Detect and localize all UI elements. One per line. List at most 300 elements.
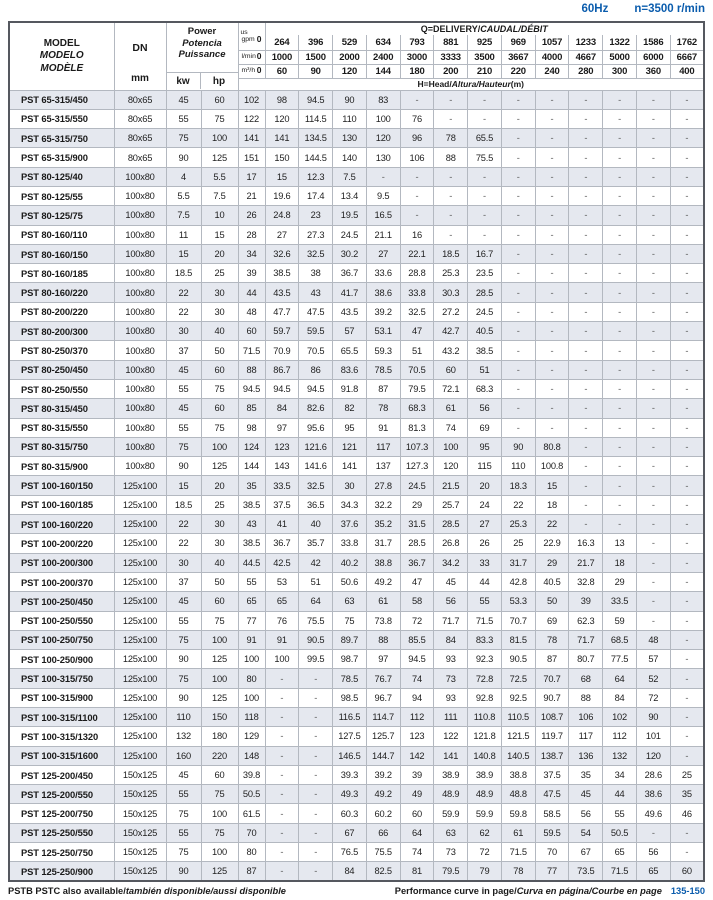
head-value-cell: 48.9 bbox=[468, 785, 502, 804]
head-value-cell: 7.5 bbox=[333, 167, 367, 186]
model-cell: PST 80-315/900 bbox=[9, 457, 114, 476]
head-value-cell: 94.5 bbox=[299, 379, 333, 398]
dn-cell: 100x80 bbox=[114, 379, 166, 398]
head-value-cell: 68.5 bbox=[603, 630, 637, 649]
head-value-cell: 75.5 bbox=[299, 611, 333, 630]
power-header-fr: Puissance bbox=[178, 49, 226, 61]
hp-cell: 60 bbox=[201, 360, 238, 379]
lmin-unit-label: l/min bbox=[241, 53, 256, 61]
head-value-cell: 51 bbox=[468, 360, 502, 379]
head-value-cell: 95 bbox=[333, 418, 367, 437]
head-value-cell: 70.7 bbox=[535, 669, 569, 688]
head-value-cell: - bbox=[569, 495, 603, 514]
head-value-cell: - bbox=[501, 302, 535, 321]
dn-cell: 125x100 bbox=[114, 650, 166, 669]
head-value-cell: - bbox=[299, 823, 333, 842]
model-cell: PST 80-200/220 bbox=[9, 302, 114, 321]
head-value-cell: 38.6 bbox=[636, 785, 670, 804]
head-value-cell: 50.6 bbox=[333, 572, 367, 591]
head-value-cell: 59.5 bbox=[299, 322, 333, 341]
head-value-cell: 24.8 bbox=[265, 206, 299, 225]
usgpm-value-cell: 793 bbox=[400, 35, 434, 50]
dn-cell: 150x125 bbox=[114, 804, 166, 823]
hp-cell: 125 bbox=[201, 862, 238, 881]
model-cell: PST 100-160/220 bbox=[9, 515, 114, 534]
head-value-cell: - bbox=[299, 765, 333, 784]
lmin-value-cell: 6667 bbox=[670, 50, 704, 64]
head-value-cell: - bbox=[569, 148, 603, 167]
head-value-cell: - bbox=[670, 90, 704, 109]
head-value-cell: - bbox=[535, 129, 569, 148]
head-value-cell: 65 bbox=[238, 592, 265, 611]
head-value-cell: 39 bbox=[400, 765, 434, 784]
head-value-cell: 72.1 bbox=[434, 379, 468, 398]
kw-cell: 55 bbox=[166, 418, 201, 437]
usgpm-value-cell: 1586 bbox=[636, 35, 670, 50]
hp-cell: 15 bbox=[201, 225, 238, 244]
m3h-value-cell: 280 bbox=[569, 64, 603, 78]
head-value-cell: 141 bbox=[238, 129, 265, 148]
kw-cell: 5.5 bbox=[166, 186, 201, 205]
kw-cell: 7.5 bbox=[166, 206, 201, 225]
head-value-cell: 27 bbox=[265, 225, 299, 244]
head-value-cell: 87 bbox=[238, 862, 265, 881]
head-value-cell: 90.5 bbox=[501, 650, 535, 669]
head-value-cell: - bbox=[670, 302, 704, 321]
head-value-cell: 130 bbox=[333, 129, 367, 148]
usgpm-value-cell: 529 bbox=[333, 35, 367, 50]
head-value-cell: - bbox=[569, 244, 603, 263]
head-value-cell: - bbox=[670, 457, 704, 476]
head-value-cell: - bbox=[468, 167, 502, 186]
head-value-cell: - bbox=[535, 322, 569, 341]
head-value-cell: 38.6 bbox=[366, 283, 400, 302]
head-value-cell: 58.5 bbox=[535, 804, 569, 823]
head-value-cell: - bbox=[636, 206, 670, 225]
head-value-cell: 34 bbox=[238, 244, 265, 263]
usgpm-value-cell: 1057 bbox=[535, 35, 569, 50]
head-value-cell: 78 bbox=[501, 862, 535, 881]
head-value-cell: 93 bbox=[434, 688, 468, 707]
table-row bbox=[9, 341, 704, 360]
dn-cell: 80x65 bbox=[114, 148, 166, 167]
model-cell: PST 125-200/550 bbox=[9, 785, 114, 804]
head-value-cell: 29 bbox=[535, 553, 569, 572]
head-value-cell: - bbox=[468, 109, 502, 128]
head-value-cell: 78 bbox=[434, 129, 468, 148]
head-value-cell: 98.7 bbox=[333, 650, 367, 669]
head-value-cell: 40.5 bbox=[468, 322, 502, 341]
m3h-value-cell: 400 bbox=[670, 64, 704, 78]
head-value-cell: 94 bbox=[400, 688, 434, 707]
head-value-cell: 21 bbox=[238, 186, 265, 205]
head-value-cell: 35.7 bbox=[299, 534, 333, 553]
head-value-cell: 59.7 bbox=[265, 322, 299, 341]
head-value-cell: 12.3 bbox=[299, 167, 333, 186]
head-value-cell: 100 bbox=[238, 650, 265, 669]
head-value-cell: 78.5 bbox=[333, 669, 367, 688]
head-value-cell: 36.7 bbox=[400, 553, 434, 572]
head-value-cell: 42 bbox=[299, 553, 333, 572]
head-value-cell: - bbox=[636, 457, 670, 476]
head-value-cell: 69 bbox=[468, 418, 502, 437]
head-value-cell: 55 bbox=[603, 804, 637, 823]
head-value-cell: 32.5 bbox=[299, 244, 333, 263]
head-value-cell: 87 bbox=[535, 650, 569, 669]
head-value-cell: - bbox=[501, 167, 535, 186]
head-value-cell: 33.5 bbox=[265, 476, 299, 495]
head-value-cell: 141 bbox=[265, 129, 299, 148]
head-value-cell: 77 bbox=[238, 611, 265, 630]
hp-cell: 40 bbox=[201, 553, 238, 572]
head-value-cell: 100 bbox=[366, 109, 400, 128]
head-value-cell: - bbox=[400, 206, 434, 225]
head-value-cell: - bbox=[636, 823, 670, 842]
kw-cell: 110 bbox=[166, 708, 201, 727]
head-value-cell: 120 bbox=[434, 457, 468, 476]
head-value-cell: 134.5 bbox=[299, 129, 333, 148]
head-value-cell: 117 bbox=[366, 437, 400, 456]
head-value-cell: 68.3 bbox=[468, 379, 502, 398]
head-value-cell: - bbox=[670, 572, 704, 591]
head-value-cell: 65.5 bbox=[333, 341, 367, 360]
head-value-cell: 92.5 bbox=[501, 688, 535, 707]
head-value-cell: - bbox=[535, 399, 569, 418]
kw-cell: 15 bbox=[166, 244, 201, 263]
head-value-cell: 111 bbox=[434, 708, 468, 727]
head-value-cell: 99.5 bbox=[299, 650, 333, 669]
head-value-cell: 49 bbox=[400, 785, 434, 804]
head-value-cell: 90.5 bbox=[299, 630, 333, 649]
head-value-cell: - bbox=[569, 167, 603, 186]
dn-cell: 125x100 bbox=[114, 611, 166, 630]
head-value-cell: 53 bbox=[265, 572, 299, 591]
head-value-cell: 71.5 bbox=[603, 862, 637, 881]
usgpm-unit-line1: us bbox=[240, 28, 248, 36]
head-value-cell: - bbox=[670, 341, 704, 360]
q-label-en: Q=DELIVERY/ bbox=[420, 24, 481, 34]
head-value-cell: 130 bbox=[366, 148, 400, 167]
model-cell: PST 80-250/550 bbox=[9, 379, 114, 398]
head-value-cell: 91 bbox=[366, 418, 400, 437]
model-cell: PST 65-315/550 bbox=[9, 109, 114, 128]
head-value-cell: - bbox=[501, 341, 535, 360]
head-value-cell: 81.3 bbox=[400, 418, 434, 437]
lmin-zero: 0 bbox=[256, 51, 262, 62]
head-value-cell: - bbox=[603, 109, 637, 128]
lmin-value-cell: 3000 bbox=[400, 50, 434, 64]
head-value-cell: 43.2 bbox=[434, 341, 468, 360]
dn-unit-label: mm bbox=[131, 73, 149, 85]
lmin-unit-cell bbox=[238, 50, 265, 64]
head-value-cell: 51 bbox=[400, 341, 434, 360]
head-value-cell: 15 bbox=[535, 476, 569, 495]
head-value-cell: 30.3 bbox=[434, 283, 468, 302]
head-value-cell: - bbox=[636, 611, 670, 630]
head-value-cell: - bbox=[569, 322, 603, 341]
head-value-cell: 85.5 bbox=[400, 630, 434, 649]
head-value-cell: 144.7 bbox=[366, 746, 400, 765]
head-value-cell: 97 bbox=[366, 650, 400, 669]
head-value-cell: 28.5 bbox=[434, 515, 468, 534]
head-value-cell: 132 bbox=[603, 746, 637, 765]
head-value-cell: 86 bbox=[299, 360, 333, 379]
dn-cell: 125x100 bbox=[114, 495, 166, 514]
head-value-cell: 74 bbox=[400, 669, 434, 688]
head-value-cell: 65.5 bbox=[468, 129, 502, 148]
head-value-cell: 92.3 bbox=[468, 650, 502, 669]
head-value-cell: 30 bbox=[333, 476, 367, 495]
head-value-cell: 38.5 bbox=[265, 264, 299, 283]
head-value-cell: 39 bbox=[238, 264, 265, 283]
head-value-cell: - bbox=[670, 843, 704, 862]
head-value-cell: 36.7 bbox=[265, 534, 299, 553]
head-value-cell: - bbox=[501, 109, 535, 128]
head-value-cell: 61 bbox=[434, 399, 468, 418]
m3h-value-cell: 120 bbox=[333, 64, 367, 78]
head-value-cell: 23.5 bbox=[468, 264, 502, 283]
head-value-cell: - bbox=[636, 360, 670, 379]
head-value-cell: 60 bbox=[670, 862, 704, 881]
head-value-cell: 71.5 bbox=[501, 843, 535, 862]
head-value-cell: - bbox=[299, 688, 333, 707]
model-cell: PST 100-250/550 bbox=[9, 611, 114, 630]
head-value-cell: 22 bbox=[501, 495, 535, 514]
hp-cell: 60 bbox=[201, 90, 238, 109]
dn-cell: 100x80 bbox=[114, 341, 166, 360]
head-value-cell: 84 bbox=[333, 862, 367, 881]
model-cell: PST 100-160/150 bbox=[9, 476, 114, 495]
head-value-cell: - bbox=[603, 495, 637, 514]
head-value-cell: 80 bbox=[238, 669, 265, 688]
dn-label: DN bbox=[132, 42, 148, 55]
hp-cell: 75 bbox=[201, 418, 238, 437]
table-row bbox=[9, 611, 704, 630]
head-value-cell: - bbox=[670, 129, 704, 148]
head-value-cell: 124 bbox=[238, 437, 265, 456]
table-row bbox=[9, 379, 704, 398]
kw-cell: 75 bbox=[166, 437, 201, 456]
head-value-cell: - bbox=[299, 727, 333, 746]
head-value-cell: 110 bbox=[333, 109, 367, 128]
head-value-cell: 80.8 bbox=[535, 437, 569, 456]
head-value-cell: 56 bbox=[636, 843, 670, 862]
table-row bbox=[9, 457, 704, 476]
head-value-cell: - bbox=[603, 206, 637, 225]
availability-note bbox=[8, 886, 286, 896]
head-value-cell: 112 bbox=[400, 708, 434, 727]
head-value-cell: 27 bbox=[468, 515, 502, 534]
head-value-cell: 64 bbox=[603, 669, 637, 688]
head-value-cell: 122 bbox=[238, 109, 265, 128]
table-row bbox=[9, 244, 704, 263]
head-value-cell: 55 bbox=[468, 592, 502, 611]
head-value-cell: - bbox=[265, 669, 299, 688]
head-value-cell: 53.3 bbox=[501, 592, 535, 611]
head-value-cell: 77.5 bbox=[603, 650, 637, 669]
head-value-cell: 142 bbox=[400, 746, 434, 765]
head-value-cell: 79.5 bbox=[434, 862, 468, 881]
head-value-cell: - bbox=[670, 688, 704, 707]
head-value-cell: 35.2 bbox=[366, 515, 400, 534]
head-value-cell: - bbox=[468, 90, 502, 109]
head-value-cell: 32.8 bbox=[569, 572, 603, 591]
head-value-cell: 13 bbox=[603, 534, 637, 553]
dn-cell: 125x100 bbox=[114, 534, 166, 553]
head-value-cell: 68.3 bbox=[400, 399, 434, 418]
head-value-cell: 92.8 bbox=[468, 688, 502, 707]
table-row bbox=[9, 264, 704, 283]
model-cell: PST 80-160/150 bbox=[9, 244, 114, 263]
head-value-cell: 38.5 bbox=[238, 495, 265, 514]
head-value-cell: 76 bbox=[265, 611, 299, 630]
head-value-cell: 23 bbox=[299, 206, 333, 225]
head-value-cell: 28.6 bbox=[636, 765, 670, 784]
head-value-cell: 72 bbox=[400, 611, 434, 630]
head-value-cell: - bbox=[366, 167, 400, 186]
head-value-cell: 54 bbox=[569, 823, 603, 842]
head-value-cell: 83 bbox=[366, 90, 400, 109]
head-value-cell: 18.5 bbox=[434, 244, 468, 263]
table-row bbox=[9, 495, 704, 514]
head-value-cell: 140.8 bbox=[468, 746, 502, 765]
table-row bbox=[9, 186, 704, 205]
speed-label: n=3500 r/min bbox=[634, 3, 705, 15]
head-value-cell: 43 bbox=[299, 283, 333, 302]
hp-cell: 40 bbox=[201, 322, 238, 341]
head-value-cell: 70.5 bbox=[400, 360, 434, 379]
head-value-cell: - bbox=[603, 167, 637, 186]
hp-cell: 25 bbox=[201, 264, 238, 283]
head-value-cell: 42.5 bbox=[265, 553, 299, 572]
head-value-cell: 70 bbox=[535, 843, 569, 862]
head-value-cell: 50.5 bbox=[238, 785, 265, 804]
head-value-cell: - bbox=[501, 379, 535, 398]
kw-cell: 90 bbox=[166, 862, 201, 881]
head-value-cell: 22.1 bbox=[400, 244, 434, 263]
kw-cell: 22 bbox=[166, 515, 201, 534]
head-value-cell: 42.8 bbox=[501, 572, 535, 591]
hp-cell: 75 bbox=[201, 823, 238, 842]
head-value-cell: - bbox=[535, 360, 569, 379]
kw-cell: 18.5 bbox=[166, 495, 201, 514]
head-value-cell: 100.8 bbox=[535, 457, 569, 476]
model-cell: PST 100-315/1100 bbox=[9, 708, 114, 727]
head-value-cell: 29 bbox=[603, 572, 637, 591]
curve-ref-en: Performance curve in page/ bbox=[394, 886, 517, 897]
head-value-cell: 88 bbox=[366, 630, 400, 649]
model-cell: PST 80-160/185 bbox=[9, 264, 114, 283]
head-value-cell: 72.8 bbox=[468, 669, 502, 688]
head-value-cell: - bbox=[636, 495, 670, 514]
head-value-cell: - bbox=[501, 225, 535, 244]
m3h-value-cell: 300 bbox=[603, 64, 637, 78]
head-value-cell: 28 bbox=[238, 225, 265, 244]
head-value-cell: 49.6 bbox=[636, 804, 670, 823]
usgpm-value-cell: 1322 bbox=[603, 35, 637, 50]
head-value-cell: - bbox=[670, 148, 704, 167]
head-value-cell: - bbox=[670, 669, 704, 688]
kw-cell: 90 bbox=[166, 457, 201, 476]
head-value-cell: - bbox=[299, 785, 333, 804]
head-value-cell: 18.3 bbox=[501, 476, 535, 495]
head-value-cell: 32.5 bbox=[400, 302, 434, 321]
dn-cell: 150x125 bbox=[114, 785, 166, 804]
dn-cell: 100x80 bbox=[114, 360, 166, 379]
head-value-cell: - bbox=[569, 515, 603, 534]
h-label-latin: Altura/Hauteur bbox=[451, 79, 511, 89]
head-value-cell: 29 bbox=[400, 495, 434, 514]
head-value-cell: 86.7 bbox=[265, 360, 299, 379]
head-value-cell: - bbox=[569, 341, 603, 360]
head-value-cell: 84 bbox=[603, 688, 637, 707]
head-value-cell: 22.9 bbox=[535, 534, 569, 553]
model-cell: PST 125-250/900 bbox=[9, 862, 114, 881]
head-value-cell: 20 bbox=[468, 476, 502, 495]
head-value-cell: - bbox=[670, 746, 704, 765]
head-value-cell: 81.5 bbox=[501, 630, 535, 649]
model-cell: PST 80-160/220 bbox=[9, 283, 114, 302]
head-value-cell: 45 bbox=[434, 572, 468, 591]
head-value-cell: - bbox=[434, 90, 468, 109]
head-value-cell: 49.2 bbox=[366, 572, 400, 591]
head-value-cell: 33.8 bbox=[333, 534, 367, 553]
table-row bbox=[9, 727, 704, 746]
head-value-cell: 61 bbox=[366, 592, 400, 611]
head-value-cell: 94.5 bbox=[299, 90, 333, 109]
head-value-cell: - bbox=[535, 264, 569, 283]
head-value-cell: 83.3 bbox=[468, 630, 502, 649]
head-value-cell: 50.5 bbox=[603, 823, 637, 842]
dn-cell: 100x80 bbox=[114, 457, 166, 476]
model-cell: PST 125-250/550 bbox=[9, 823, 114, 842]
lmin-value-cell: 4000 bbox=[535, 50, 569, 64]
head-value-cell: 120 bbox=[636, 746, 670, 765]
head-value-cell: 94.5 bbox=[400, 650, 434, 669]
dn-cell: 80x65 bbox=[114, 90, 166, 109]
head-value-cell: - bbox=[670, 630, 704, 649]
table-row bbox=[9, 283, 704, 302]
model-cell: PST 100-250/750 bbox=[9, 630, 114, 649]
head-value-cell: 68 bbox=[569, 669, 603, 688]
kw-cell: 55 bbox=[166, 109, 201, 128]
table-row bbox=[9, 823, 704, 842]
head-value-cell: 77 bbox=[535, 862, 569, 881]
hp-cell: 30 bbox=[201, 302, 238, 321]
table-row bbox=[9, 515, 704, 534]
m3h-value-cell: 220 bbox=[501, 64, 535, 78]
hp-cell: 60 bbox=[201, 592, 238, 611]
head-value-cell: 44 bbox=[468, 572, 502, 591]
model-column-header bbox=[9, 22, 114, 90]
head-value-cell: 24.5 bbox=[400, 476, 434, 495]
head-value-cell: - bbox=[535, 302, 569, 321]
head-value-cell: - bbox=[636, 515, 670, 534]
table-row bbox=[9, 785, 704, 804]
head-value-cell: - bbox=[265, 727, 299, 746]
head-value-cell: - bbox=[670, 592, 704, 611]
head-value-cell: 94.5 bbox=[265, 379, 299, 398]
head-value-cell: - bbox=[468, 225, 502, 244]
head-value-cell: - bbox=[636, 90, 670, 109]
head-value-cell: 61.5 bbox=[238, 804, 265, 823]
head-value-cell: - bbox=[603, 322, 637, 341]
head-value-cell: - bbox=[670, 515, 704, 534]
head-value-cell: 18 bbox=[603, 553, 637, 572]
model-cell: PST 80-315/550 bbox=[9, 418, 114, 437]
head-value-cell: 80.7 bbox=[569, 650, 603, 669]
head-value-cell: 62.3 bbox=[569, 611, 603, 630]
